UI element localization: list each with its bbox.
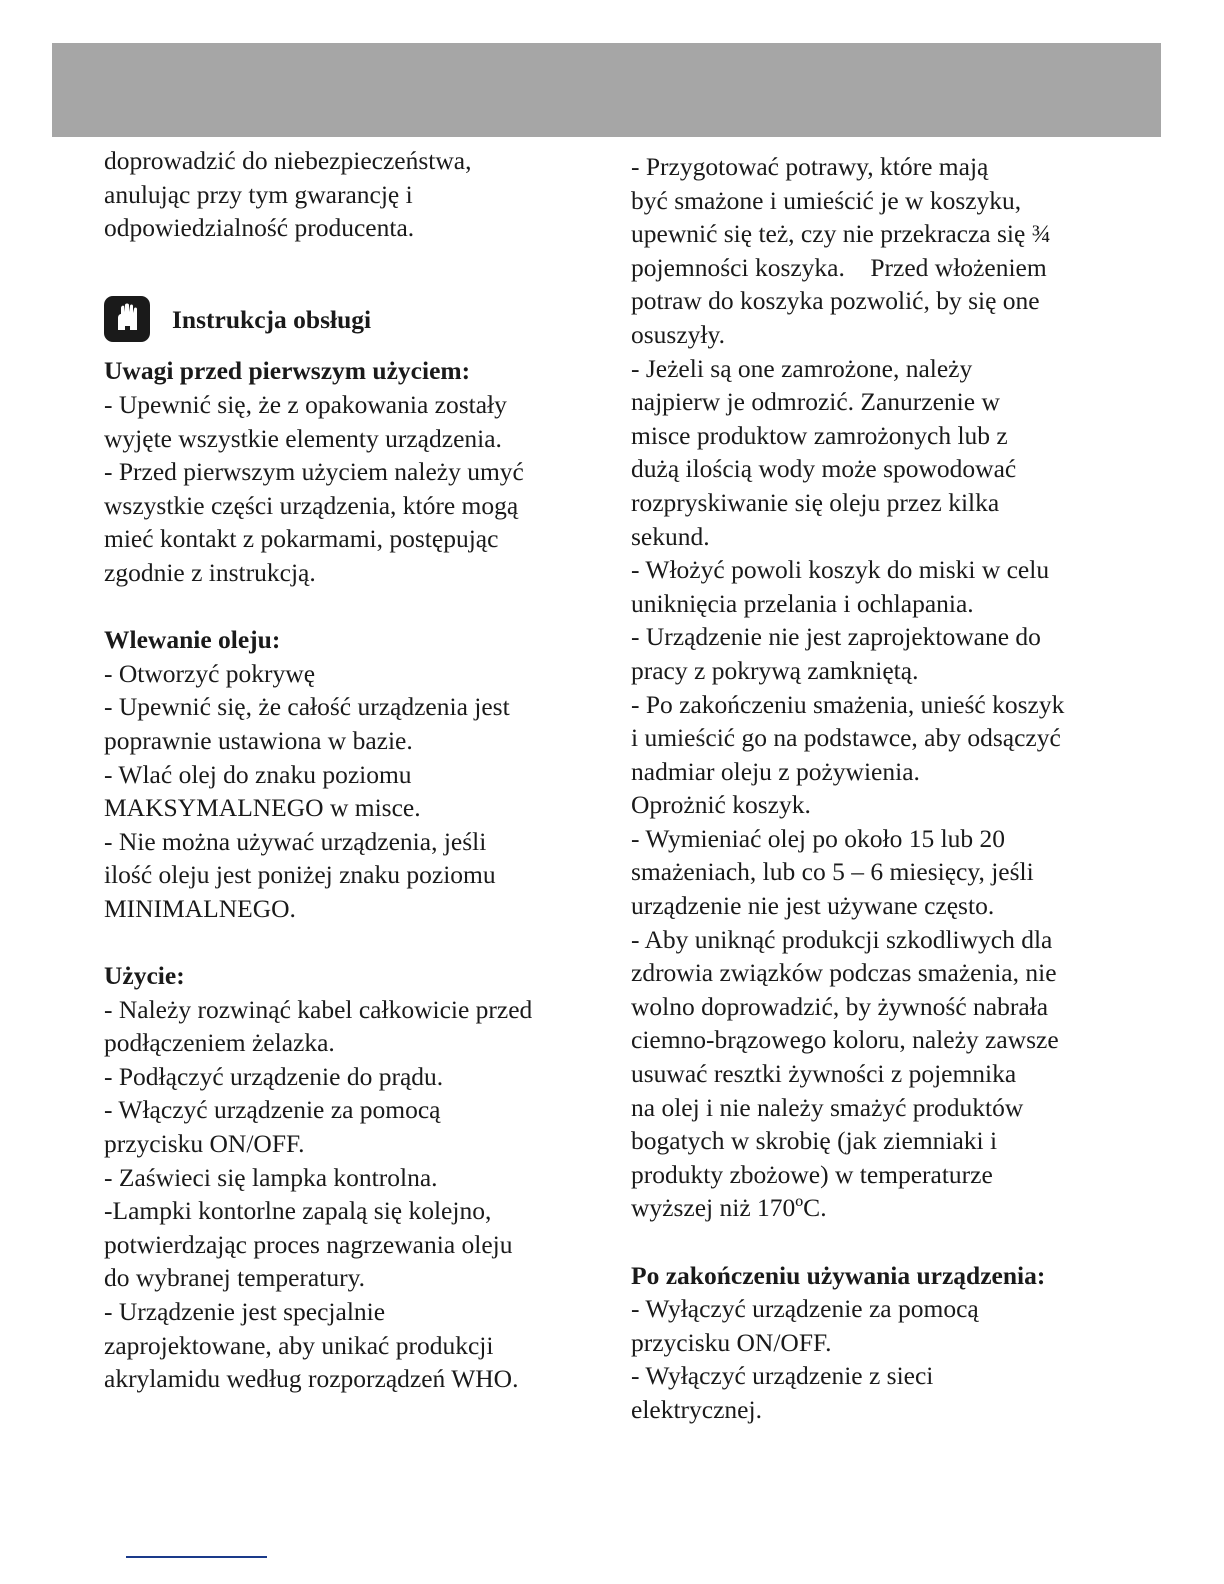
text-line: akrylamidu według rozporządzeń WHO.: [104, 1364, 519, 1394]
text-line: - Otworzyć pokrywę: [104, 658, 316, 688]
text-line: - Podłączyć urządzenie do prądu.: [104, 1061, 444, 1091]
text-line: - Urządzenie jest specjalnie: [104, 1297, 386, 1326]
text-line: - Urządzenie nie jest zaprojektowane do: [631, 622, 1041, 652]
text-line: osuszyły.: [631, 319, 725, 349]
right-column: [631, 150, 1131, 1427]
text-line: być smażone i umieścić je w koszyku,: [631, 185, 1022, 215]
text-line: - Przed pierwszym użyciem należy umyć: [104, 457, 524, 487]
text-line: anulując przy tym gwarancję i: [104, 179, 413, 209]
footer-rule: [126, 1556, 267, 1558]
text-line: - Wymieniać olej po około 15 lub 20: [631, 823, 1006, 853]
text-line: MAKSYMALNEGO w misce.: [104, 793, 421, 823]
text-line: poprawnie ustawiona w bazie.: [104, 725, 413, 755]
text-line: zaprojektowane, aby unikać produkcji: [104, 1330, 494, 1360]
subheading: Po zakończeniu używania urządzenia:: [631, 1260, 1046, 1290]
text-line: potwierdzając proces nagrzewania oleju: [104, 1229, 513, 1259]
text-line: urządzenie nie jest używane często.: [631, 891, 995, 921]
text-line: podłączeniem żelazka.: [104, 1028, 335, 1058]
section-title-text: Instrukcja obsługi: [172, 304, 372, 334]
text-line: - Włączyć urządzenie za pomocą: [104, 1095, 441, 1125]
text-line: - Upewnić się, że z opakowania zostały: [104, 389, 507, 419]
left-column: [104, 144, 594, 1396]
text-line: - Przygotować potrawy, które mają: [631, 152, 989, 181]
text-line: smażeniach, lub co 5 – 6 miesięcy, jeśli: [631, 857, 1034, 887]
text-line: mieć kontakt z pokarmami, postępując: [104, 524, 499, 554]
text-line: misce produktow zamrożonych lub z: [631, 420, 1008, 450]
section-title: [104, 294, 594, 344]
text-line: przycisku ON/OFF.: [104, 1129, 305, 1159]
text-line: - Należy rozwinąć kabel całkowicie przed: [104, 994, 533, 1024]
text-line: -Lampki kontorlne zapalą się kolejno,: [104, 1196, 492, 1226]
text-line: - Wyłączyć urządzenie za pomocą: [631, 1294, 979, 1324]
text-line: elektrycznej.: [631, 1394, 762, 1424]
header-band: [52, 43, 1161, 137]
text-line: - Nie można używać urządzenia, jeśli: [104, 826, 487, 856]
text-line: odpowiedzialność producenta.: [104, 213, 415, 243]
text-line: - Zaświeci się lampka kontrolna.: [104, 1162, 438, 1192]
text-line: wyższej niż 170ºC.: [631, 1193, 827, 1223]
text-line: uniknięcia przelania i ochlapania.: [631, 588, 974, 618]
text-line: najpierw je odmrozić. Zanurzenie w: [631, 387, 1000, 417]
text-line: bogatych w skrobię (jak ziemniaki i: [631, 1126, 998, 1156]
text-line: usuwać resztki żywności z pojemnika: [631, 1059, 1017, 1089]
text-line: nadmiar oleju z pożywienia.: [631, 756, 920, 786]
text-line: MINIMALNEGO.: [104, 893, 296, 923]
text-line: doprowadzić do niebezpieczeństwa,: [104, 146, 472, 175]
text-line: na olej i nie należy smażyć produktów: [631, 1092, 1024, 1122]
text-line: ciemno-brązowego koloru, należy zawsze: [631, 1025, 1059, 1055]
text-line: potraw do koszyka pozwolić, by się one: [631, 286, 1040, 316]
text-line: - Upewnić się, że całość urządzenia jest: [104, 692, 510, 722]
text-line: - Wyłączyć urządzenie z sieci: [631, 1361, 934, 1391]
text-line: pojemności koszyka. Przed włożeniem: [631, 252, 1047, 282]
text-line: rozpryskiwanie się oleju przez kilka: [631, 487, 1000, 517]
text-line: dużą ilością wody może spowodować: [631, 454, 1017, 484]
text-line: ilość oleju jest poniżej znaku poziomu: [104, 860, 496, 890]
text-line: - Aby uniknąć produkcji szkodliwych dla: [631, 924, 1053, 954]
subheading: Uwagi przed pierwszym użyciem:: [104, 356, 471, 386]
text-line: - Wlać olej do znaku poziomu: [104, 759, 412, 789]
text-line: - Jeżeli są one zamrożone, należy: [631, 353, 973, 383]
subheading: Użycie:: [104, 961, 185, 991]
text-line: do wybranej temperatury.: [104, 1263, 366, 1293]
text-line: pracy z pokrywą zamkniętą.: [631, 655, 919, 685]
text-line: i umieścić go na podstawce, aby odsączyć: [631, 723, 1061, 753]
text-line: Oprożnić koszyk.: [631, 790, 811, 820]
text-line: produkty zbożowe) w temperaturze: [631, 1159, 993, 1189]
text-line: wszystkie części urządzenia, które mogą: [104, 490, 519, 520]
text-line: wolno doprowadzić, by żywność nabrała: [631, 991, 1049, 1021]
text-line: - Włożyć powoli koszyk do miski w celu: [631, 555, 1050, 585]
hand-icon: [104, 296, 150, 342]
text-line: upewnić się też, czy nie przekracza się ¾: [631, 219, 1051, 249]
text-line: wyjęte wszystkie elementy urządzenia.: [104, 423, 502, 453]
text-line: - Po zakończeniu smażenia, unieść koszyk: [631, 689, 1065, 719]
text-line: zdrowia związków podczas smażenia, nie: [631, 958, 1057, 988]
text-line: sekund.: [631, 521, 710, 551]
subheading: Wlewanie oleju:: [104, 625, 281, 655]
text-line: przycisku ON/OFF.: [631, 1327, 832, 1357]
text-line: zgodnie z instrukcją.: [104, 557, 316, 587]
